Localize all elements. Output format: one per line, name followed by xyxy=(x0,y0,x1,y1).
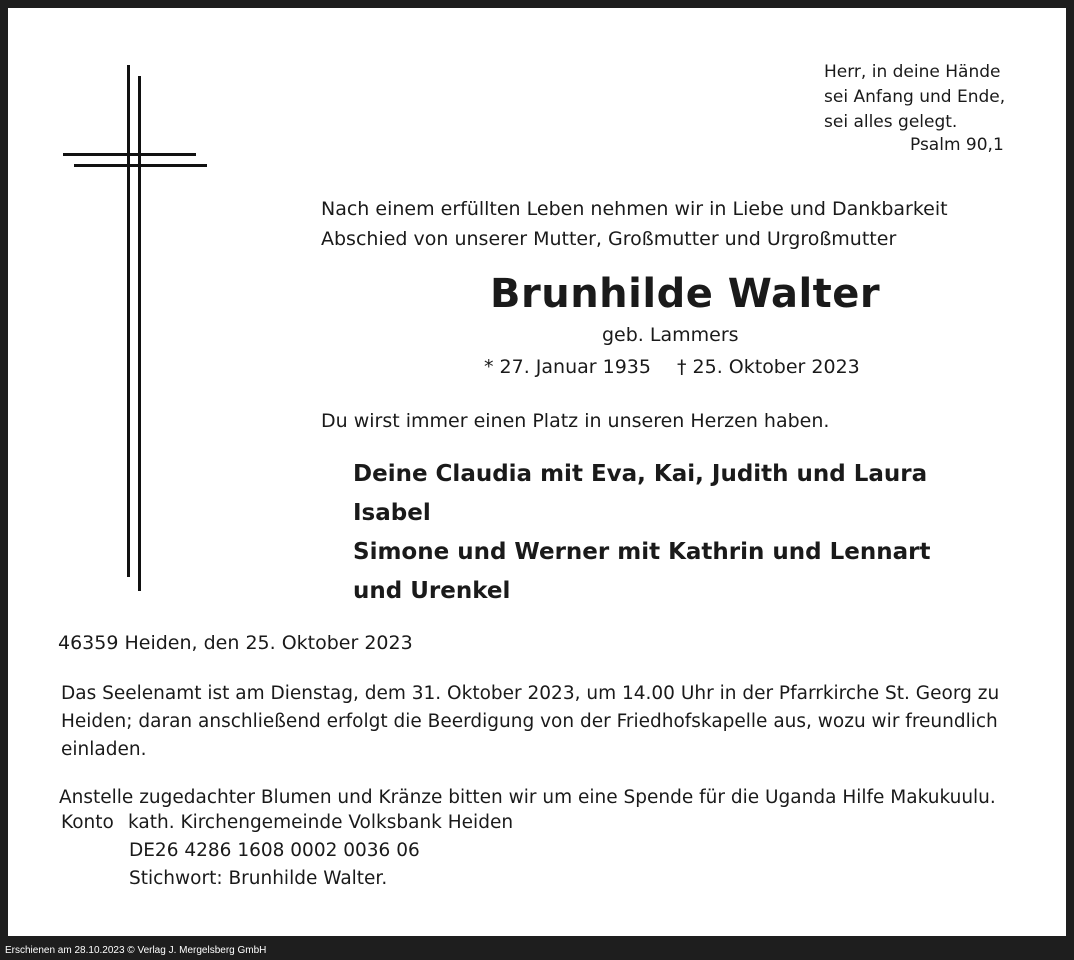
birth-date: * 27. Januar 1935 xyxy=(484,356,651,378)
account-bank: kath. Kirchengemeinde Volksbank Heiden xyxy=(128,812,514,833)
mourner-line: Simone und Werner mit Kathrin und Lennart xyxy=(353,539,931,565)
psalm-verse xyxy=(824,60,1005,135)
birth-name: geb. Lammers xyxy=(602,324,739,346)
mourners-list xyxy=(353,455,930,611)
mourner-line: Isabel xyxy=(353,500,431,526)
life-dates xyxy=(484,356,860,378)
funeral-service-info: Das Seelenamt ist am Dienstag, dem 31. Oktober 2023, um 14.00 Uhr in der Pfarrkirche St. Georg zu Heiden; daran anschließend erfolgt die Beerdigung von der Friedhofskapelle aus, wozu wir freundlich einladen. xyxy=(61,683,1000,760)
deceased-name: Brunhilde Walter xyxy=(490,271,881,317)
publication-footer: Erschienen am 28.10.2023 © Verlag J. Mergelsberg GmbH xyxy=(5,945,267,956)
psalm-line: sei Anfang und Ende, xyxy=(824,87,1006,107)
donation-request: Anstelle zugedachter Blumen und Kränze bitten wir um eine Spende für die Uganda Hilfe Makukuulu. xyxy=(59,787,996,808)
death-date: † 25. Oktober 2023 xyxy=(676,356,860,378)
mourner-line: und Urenkel xyxy=(353,578,511,604)
iban: DE26 4286 1608 0002 0036 06 xyxy=(129,840,420,861)
psalm-reference: Psalm 90,1 xyxy=(910,135,1004,155)
obituary-notice xyxy=(8,8,1066,936)
donation-keyword: Stichwort: Brunhilde Walter. xyxy=(129,868,388,889)
mourner-line: Deine Claudia mit Eva, Kai, Judith und Laura xyxy=(353,461,928,487)
account-label: Konto xyxy=(61,812,114,833)
place-date: 46359 Heiden, den 25. Oktober 2023 xyxy=(58,632,413,654)
psalm-line: sei alles gelegt. xyxy=(824,112,958,132)
psalm-line: Herr, in deine Hände xyxy=(824,62,1001,82)
intro-text: Nach einem erfüllten Leben nehmen wir in Liebe und Dankbarkeit Abschied von unserer Mutter, Großmutter und Urgroßmutter xyxy=(321,198,948,250)
memorial-quote: Du wirst immer einen Platz in unseren Herzen haben. xyxy=(321,410,830,432)
